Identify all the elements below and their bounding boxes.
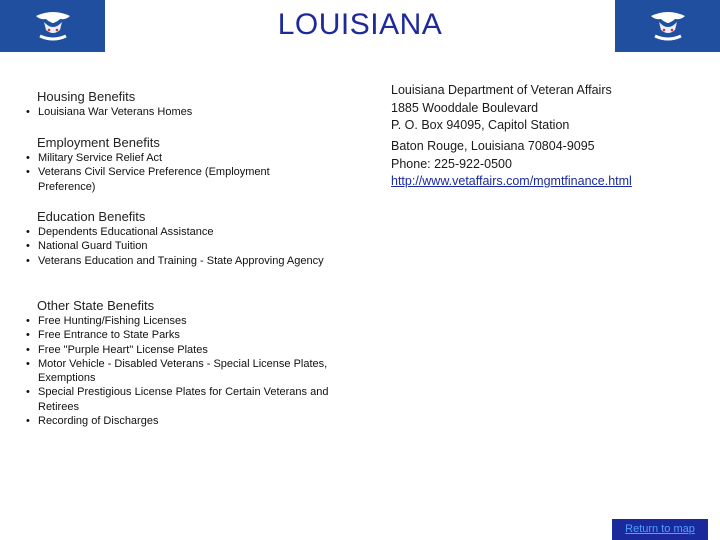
employment-benefits-list [24, 151, 324, 194]
list-item: • Louisiana War Veterans Homes [24, 105, 354, 119]
other-benefits-list [24, 314, 359, 428]
list-item: • Recording of Discharges [24, 414, 359, 428]
page-title: LOUISIANA [277, 8, 443, 41]
list-item: • Veterans Civil Service Preference (Employment Preference) [24, 165, 324, 194]
contact-city: Baton Rouge, Louisiana 70804-9095 [391, 139, 595, 153]
list-item: • Free Entrance to State Parks [24, 328, 359, 342]
contact-address-block [391, 82, 612, 135]
contact-address-line2: P. O. Box 94095, Capitol Station [391, 118, 570, 132]
contact-address-line1: 1885 Wooddale Boulevard [391, 100, 539, 115]
education-benefits-heading: Education Benefits [37, 209, 146, 224]
list-item: • Military Service Relief Act [24, 151, 324, 165]
housing-benefits-list [24, 105, 354, 119]
list-item: • Free Hunting/Fishing Licenses [24, 314, 359, 328]
education-benefits-list [24, 225, 344, 268]
employment-benefits-heading: Employment Benefits [37, 135, 160, 150]
contact-website-link[interactable]: http://www.vetaffairs.com/mgmtfinance.html [391, 174, 632, 188]
list-item: • Special Prestigious License Plates for Certain Veterans and Retirees [24, 385, 359, 414]
other-benefits-heading: Other State Benefits [37, 298, 155, 313]
return-to-map-button[interactable]: Return to map [612, 519, 708, 540]
list-item: • National Guard Tuition [24, 239, 344, 253]
list-item: • Free "Purple Heart" License Plates [24, 343, 359, 357]
contact-phone: Phone: 225-922-0500 [391, 156, 512, 171]
contact-details-block [391, 138, 632, 191]
list-item: • Motor Vehicle - Disabled Veterans - Special License Plates, Exemptions [24, 357, 359, 386]
housing-benefits-heading: Housing Benefits [37, 89, 136, 104]
contact-org: Louisiana Department of Veteran Affairs [391, 83, 612, 97]
list-item: • Dependents Educational Assistance [24, 225, 344, 239]
list-item: • Veterans Education and Training - State Approving Agency [24, 254, 344, 268]
